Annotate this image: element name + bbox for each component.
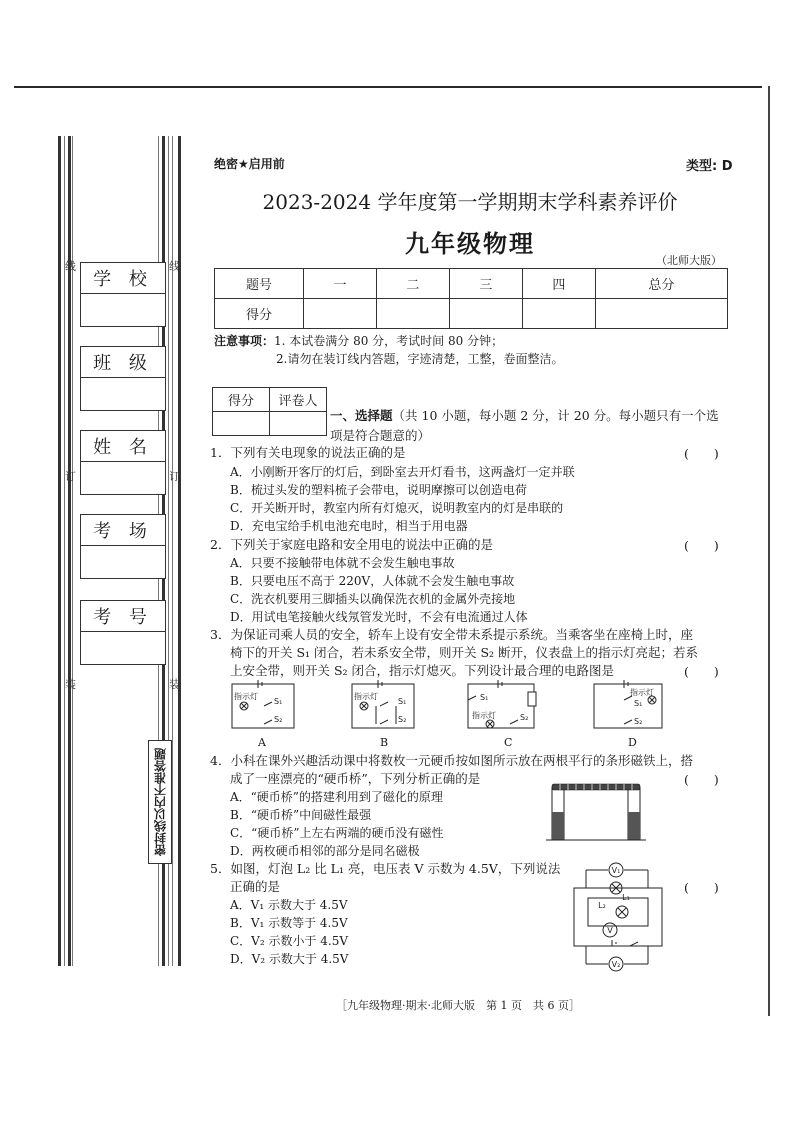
question-stem: 正确的是 [230,879,281,894]
meter-label: V₁ [611,866,621,875]
lamp-label: 指示灯 [472,711,496,720]
question-stem: 5．如图，灯泡 L₂ 比 L₁ 亮，电压表 V 示数为 4.5V，下列说法 [210,861,561,876]
lamp-label: 指示灯 [630,688,654,697]
lamp-label: L₂ [598,901,606,910]
question-stem: 1．下列有关电现象的说法正确的是 [210,445,406,460]
exam-number-field [80,600,166,665]
page-footer: ［九年级物理·期末·北师大版 第 1 页 共 6 页］ [336,999,580,1012]
switch-label: S₁ [274,697,283,706]
figure-label: D [628,736,637,749]
field-blank[interactable] [81,462,165,494]
score-input[interactable] [449,299,522,329]
question-stem: 4．小科在课外兴趣活动课中将数枚一元硬币按如图所示放在两根平行的条形磁铁上，搭 [210,753,693,768]
table-row [213,388,327,412]
cut-mark: 装 [65,678,76,691]
option: B．梳过头发的塑料梳子会带电，说明摩擦可以创造电荷 [230,483,527,497]
grader-input[interactable] [270,412,327,436]
score-table [214,268,728,329]
question-stem: 上安全带，则开关 S₂ 闭合，指示灯熄灭。下列设计最合理的电路图是 [230,663,615,678]
class-field [80,346,166,411]
field-label: 班 级 [81,347,165,378]
notice-item: 2.请勿在装订线内答题，字迹清楚，工整，卷面整洁。 [276,352,564,366]
page-title: 2023-2024 学年度第一学期期末学科素养评价 [262,190,678,214]
field-blank[interactable] [81,546,165,578]
table-cell: 评卷人 [270,388,327,412]
switch-label: S₂ [520,713,529,722]
table-row [215,299,728,329]
option: B．“硬币桥”中间磁性最强 [230,808,372,822]
exam-room-field [80,514,166,579]
switch-label: S₂ [634,717,643,726]
cut-mark: 订 [169,470,180,483]
figure-label: C [504,736,513,749]
lamp-label: 指示灯 [354,692,378,701]
score-input[interactable] [595,299,727,329]
answer-paren[interactable]: ( ) [684,772,719,787]
answer-paren[interactable]: ( ) [684,446,719,461]
field-label: 考 号 [81,601,165,632]
section-heading [330,406,730,446]
table-cell: 得分 [213,388,270,412]
paper-type: 类型: D [686,159,733,174]
score-input[interactable] [213,412,270,436]
score-input[interactable] [304,299,377,329]
switch-label: S₁ [398,697,407,706]
option: D．V₂ 示数大于 4.5V [230,952,349,966]
option: C．V₂ 示数小于 4.5V [230,934,349,948]
voltmeter-circuit-figure [566,858,670,974]
section-title: 一、选择题 [330,408,393,423]
circuit-diagrams [228,680,708,736]
question-stem: 椅下的开关 S₁ 闭合，若未系安全带，则开关 S₂ 断开，仪表盘上的指示灯亮起；若系 [230,645,699,660]
question-stem: 3．为保证司乘人员的安全，轿车上设有安全带未系提示系统。当乘客坐在座椅上时，座 [210,627,693,642]
switch-label: S₂ [274,715,283,724]
table-cell: 三 [449,269,522,299]
grader-table [212,387,327,436]
option: C．开关断开时，教室内所有灯熄灭，说明教室内的灯是串联的 [230,501,564,515]
switch-label: S₁ [480,693,489,702]
seal-note: 密封线以内不准答题 [148,740,172,864]
cut-mark: 线 [65,260,76,273]
notice-label: 注意事项： [214,334,275,348]
top-rule [14,86,762,88]
field-label: 姓 名 [81,431,165,462]
score-input[interactable] [376,299,449,329]
figure-label: A [258,736,266,749]
table-cell: 四 [522,269,595,299]
question-stem: 成了一座漂亮的“硬币桥”，下列分析正确的是 [230,771,481,786]
switch-label: S₁ [634,699,643,708]
table-row [213,412,327,436]
table-cell: 总分 [595,269,727,299]
switch-label: S₂ [398,715,407,724]
right-edge-rule [768,86,770,1016]
coin-bridge-figure [546,780,646,844]
lamp-label: 指示灯 [234,692,258,701]
option: C．“硬币桥”上左右两端的硬币没有磁性 [230,826,444,840]
option: C．洗衣机要用三脚插头以确保洗衣机的金属外壳接地 [230,592,516,606]
answer-paren[interactable]: ( ) [684,880,719,895]
field-blank[interactable] [81,378,165,410]
option: D．两枚硬币相邻的部分是同名磁极 [230,844,420,858]
table-cell: 一 [304,269,377,299]
option: A．“硬币桥”的搭建利用到了磁化的原理 [230,790,443,804]
option: A．V₁ 示数大于 4.5V [230,898,348,912]
notice-item: 1. 本试卷满分 80 分，考试时间 80 分钟； [274,334,504,348]
option: A．只要不接触带电体就不会发生触电事故 [230,556,455,570]
field-label: 学 校 [81,263,165,294]
table-cell: 二 [376,269,449,299]
page-subtitle: 九年级物理 [405,230,535,258]
option: B．V₁ 示数等于 4.5V [230,916,348,930]
answer-paren[interactable]: ( ) [684,664,719,679]
option: A．小刚断开客厅的灯后，到卧室去开灯看书，这两盏灯一定并联 [230,465,575,479]
meter-label: V₂ [611,960,621,969]
figure-label: B [380,736,389,749]
edition-label: （北师大版） [656,254,722,267]
question-stem: 2．下列关于家庭电路和安全用电的说法中正确的是 [210,537,493,552]
table-row [215,269,728,299]
field-label: 考 场 [81,515,165,546]
school-field [80,262,166,327]
confidential-label: 绝密★启用前 [214,157,285,171]
cut-mark: 装 [169,678,180,691]
option: D．用试电笔接触火线氖管发光时，不会有电流通过人体 [230,610,528,624]
section-desc: （共 10 小题，每小题 2 分，计 20 分。每小题只有一个选项是符合题意的） [330,408,719,443]
meter-label: V [607,926,613,935]
score-input[interactable] [522,299,595,329]
cut-mark: 线 [169,260,180,273]
name-field [80,430,166,495]
lamp-label: L₁ [622,893,630,902]
option: B．只要电压不高于 220V，人体就不会发生触电事故 [230,574,515,588]
notice [214,332,563,368]
answer-paren[interactable]: ( ) [684,538,719,553]
table-cell: 题号 [215,269,304,299]
cut-mark: 订 [65,470,76,483]
table-cell: 得分 [215,299,304,329]
field-blank[interactable] [81,632,165,664]
option: D．充电宝给手机电池充电时，相当于用电器 [230,519,468,533]
field-blank[interactable] [81,294,165,326]
